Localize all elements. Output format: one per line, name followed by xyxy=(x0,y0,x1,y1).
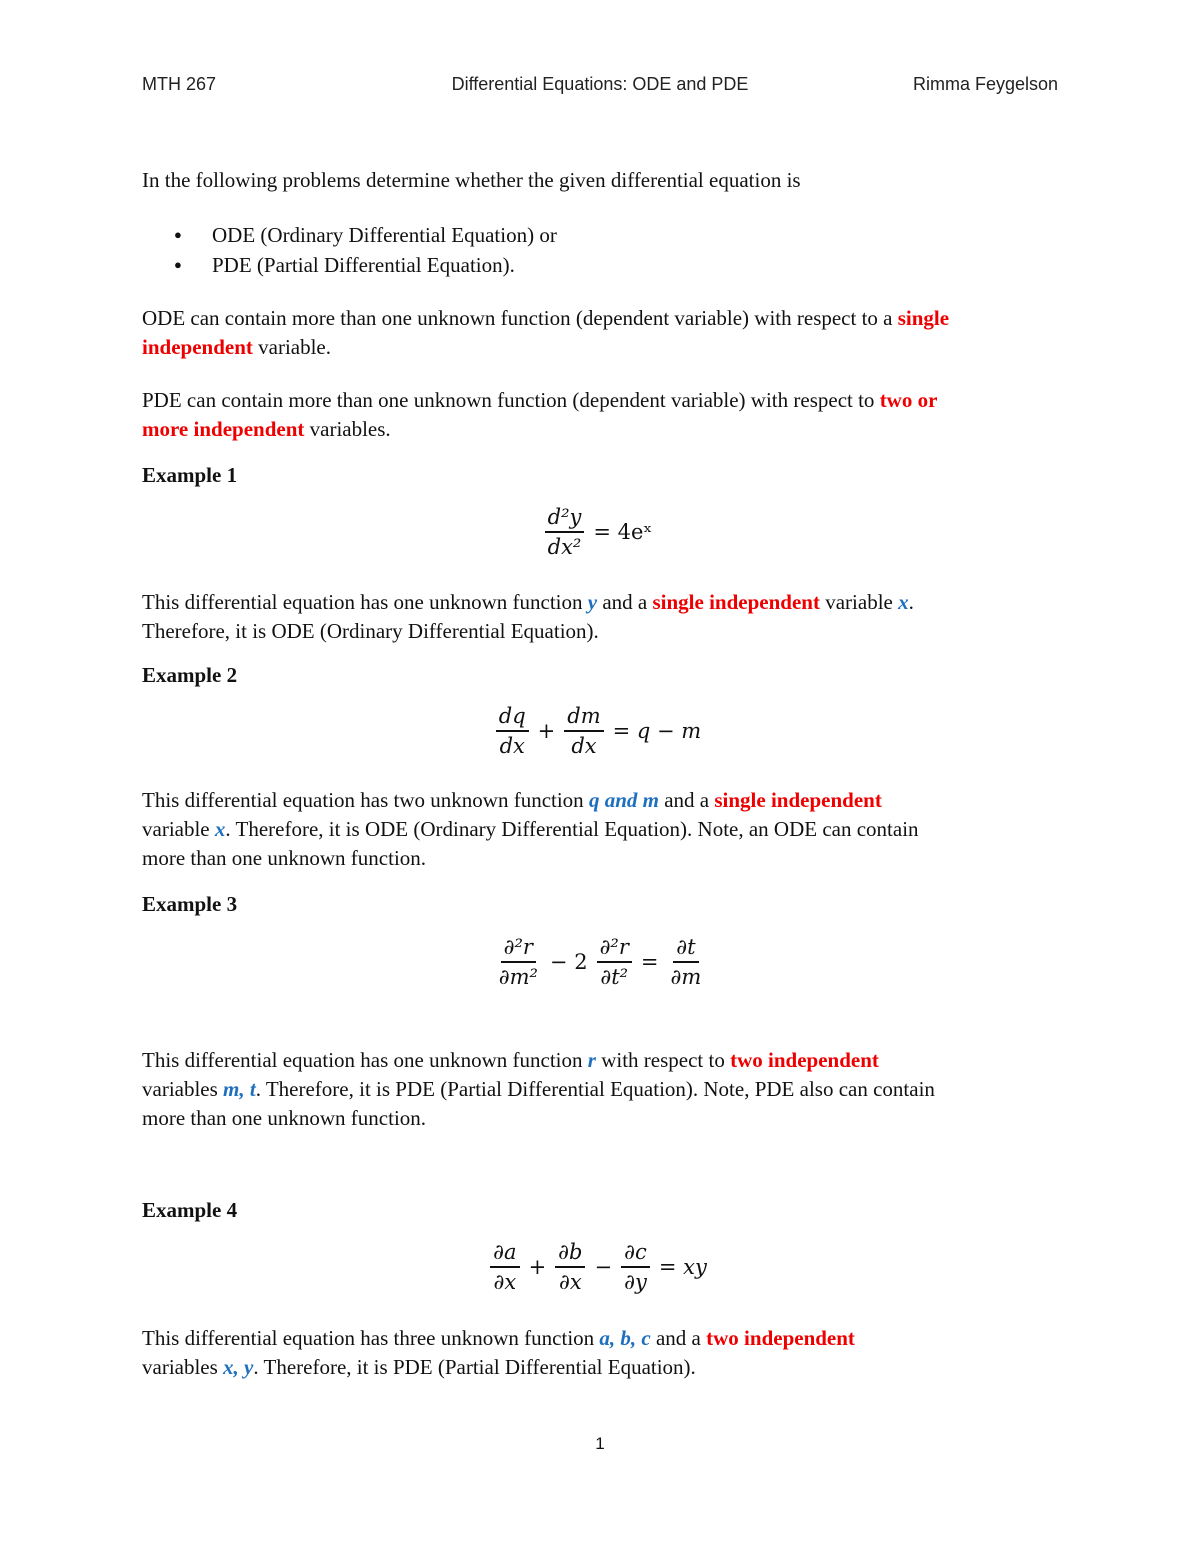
list-item: ● ODE (Ordinary Differential Equation) or xyxy=(142,220,557,250)
variable: y xyxy=(587,590,598,614)
numerator: ∂²r xyxy=(597,935,632,963)
ode-def-highlight: single xyxy=(897,306,950,330)
example-2-heading: Example 2 xyxy=(142,663,238,687)
example-3-equation xyxy=(0,935,1200,989)
numerator: ∂a xyxy=(490,1240,519,1268)
operator: + xyxy=(528,1255,547,1279)
text: . xyxy=(908,590,914,614)
numerator: ∂c xyxy=(621,1240,650,1268)
text: . Therefore, it is ODE (Ordinary Differential Equation). Note, an ODE can contain xyxy=(225,817,919,841)
operator: = xyxy=(640,950,659,974)
fraction xyxy=(597,935,632,989)
numerator: d²y xyxy=(545,505,585,533)
text: and a xyxy=(658,788,715,812)
variable: q and m xyxy=(588,788,659,812)
text: variables xyxy=(142,1355,224,1379)
denominator: dx xyxy=(571,734,597,758)
equation-rhs: = 4eˣ xyxy=(593,520,653,544)
highlight: single independent xyxy=(714,788,882,812)
fraction xyxy=(555,1240,585,1294)
numerator: dm xyxy=(564,704,603,732)
ode-def-text: variable. xyxy=(252,335,331,359)
variable: x, y xyxy=(223,1355,254,1379)
text: with respect to xyxy=(595,1048,731,1072)
operator: + xyxy=(537,719,556,743)
fraction xyxy=(545,505,585,559)
example-3-heading: Example 3 xyxy=(142,892,238,916)
page-number: 1 xyxy=(595,1434,605,1453)
text: This differential equation has one unknown function xyxy=(142,1048,588,1072)
denominator: dx² xyxy=(547,535,582,559)
variable: x xyxy=(898,590,909,614)
denominator: ∂m² xyxy=(498,965,538,989)
list-item: ● PDE (Partial Differential Equation). xyxy=(142,250,557,280)
text: This differential equation has three unknown function xyxy=(142,1326,600,1350)
equation-rhs: = q − m xyxy=(612,719,702,743)
example-1-heading: Example 1 xyxy=(142,463,238,487)
header-title: Differential Equations: ODE and PDE xyxy=(451,74,749,94)
text: and a xyxy=(597,590,653,614)
example-4-equation xyxy=(0,1240,1200,1294)
text: . Therefore, it is PDE (Partial Differential Equation). Note, PDE also can contain xyxy=(255,1077,935,1101)
header-author: Rimma Feygelson xyxy=(912,74,1058,94)
text: variables xyxy=(142,1077,224,1101)
denominator: ∂x xyxy=(558,1270,582,1294)
equation-rhs: = xy xyxy=(658,1255,707,1279)
text: This differential equation has one unknown function xyxy=(142,590,588,614)
text: more than one unknown function. xyxy=(142,846,427,870)
example-4-explanation xyxy=(142,1324,1062,1382)
example-3-explanation xyxy=(142,1046,1062,1133)
header-course: MTH 267 xyxy=(142,74,217,94)
numerator: ∂b xyxy=(555,1240,585,1268)
operator: − 2 xyxy=(549,950,588,974)
highlight: single independent xyxy=(652,590,820,614)
ode-definition xyxy=(142,304,1062,362)
pde-def-text: PDE can contain more than one unknown function (dependent variable) with respect to xyxy=(142,388,880,412)
denominator: ∂m xyxy=(670,965,702,989)
variable: r xyxy=(587,1048,596,1072)
fraction xyxy=(621,1240,650,1294)
text: and a xyxy=(650,1326,707,1350)
pde-def-highlight: two or xyxy=(879,388,938,412)
text: variable xyxy=(819,590,899,614)
pde-definition xyxy=(142,386,1062,444)
text: variable xyxy=(142,817,215,841)
text: This differential equation has two unknown function xyxy=(142,788,589,812)
fraction xyxy=(496,935,541,989)
denominator: ∂x xyxy=(493,1270,517,1294)
type-list xyxy=(142,220,557,280)
pde-def-highlight: more independent xyxy=(142,417,305,441)
highlight: two independent xyxy=(730,1048,879,1072)
fraction xyxy=(668,935,705,989)
variable: a, b, c xyxy=(599,1326,651,1350)
fraction xyxy=(490,1240,519,1294)
ode-def-highlight: independent xyxy=(142,335,253,359)
pde-def-text: variables. xyxy=(304,417,391,441)
variable: x xyxy=(214,817,226,841)
example-2-explanation xyxy=(142,786,1062,873)
example-1-explanation xyxy=(142,588,1062,646)
example-2-equation xyxy=(0,704,1200,758)
example-4-heading: Example 4 xyxy=(142,1198,238,1222)
numerator: dq xyxy=(496,704,529,732)
highlight: two independent xyxy=(706,1326,855,1350)
operator: − xyxy=(594,1255,613,1279)
intro-text: In the following problems determine whether the given differential equation is xyxy=(142,168,801,192)
text: more than one unknown function. xyxy=(142,1106,427,1130)
numerator: ∂²r xyxy=(501,935,536,963)
text: Therefore, it is ODE (Ordinary Differential Equation). xyxy=(142,619,599,643)
denominator: dx xyxy=(499,734,525,758)
ode-def-text: ODE can contain more than one unknown function (dependent variable) with respect to a xyxy=(142,306,898,330)
denominator: ∂y xyxy=(624,1270,647,1294)
variable: m, t xyxy=(223,1077,256,1101)
denominator: ∂t² xyxy=(600,965,629,989)
fraction xyxy=(496,704,529,758)
text: . Therefore, it is PDE (Partial Differential Equation). xyxy=(253,1355,696,1379)
numerator: ∂t xyxy=(673,935,698,963)
example-1-equation xyxy=(0,505,1200,559)
fraction xyxy=(564,704,603,758)
